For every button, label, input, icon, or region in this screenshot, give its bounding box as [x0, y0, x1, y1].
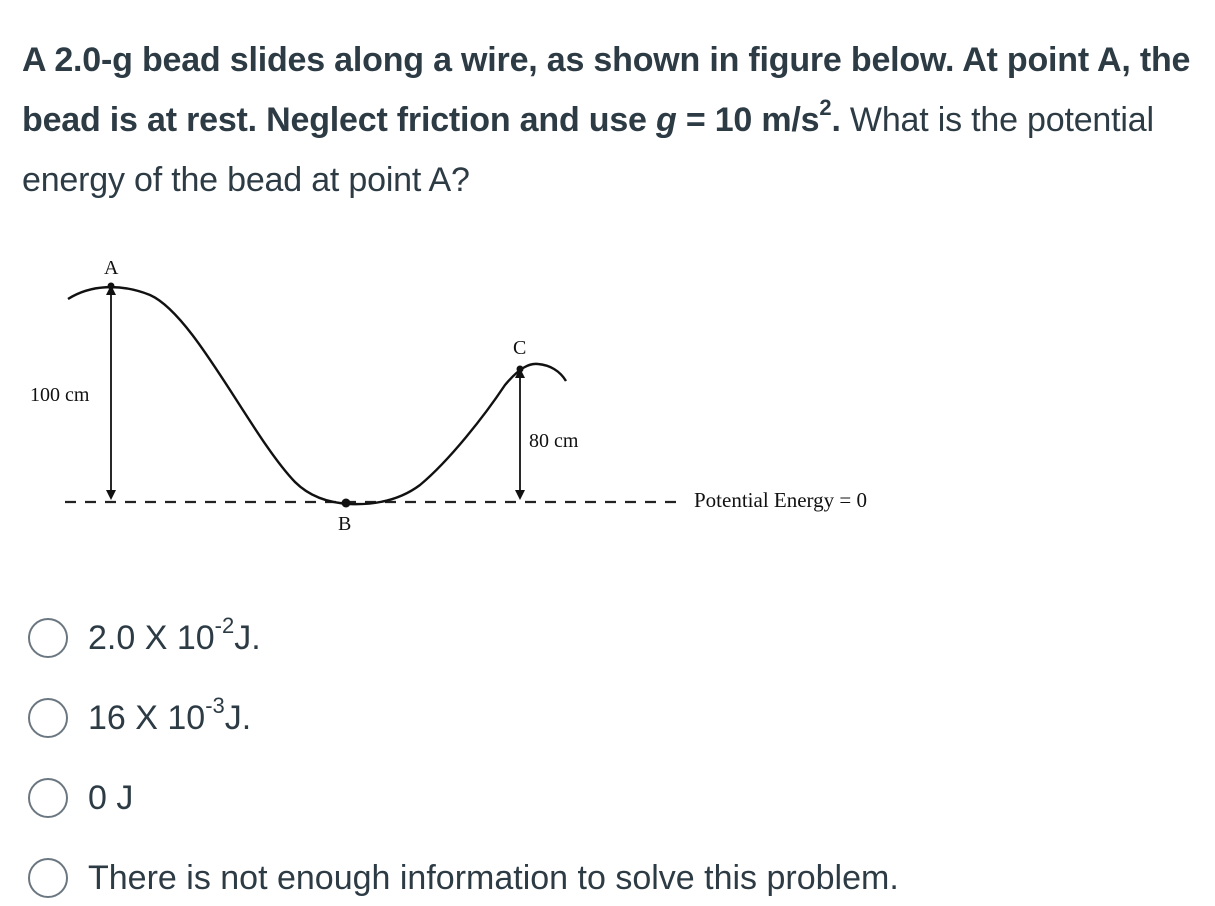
point-c-dot: [517, 366, 524, 373]
question-normal-part: What is the potential energy of the bead at point A?: [22, 101, 1154, 199]
answer-label: There is not enough information to solve this problem.: [88, 858, 899, 897]
g-symbol: g: [656, 101, 677, 139]
answer-option-4[interactable]: [28, 850, 899, 906]
question-bold-end: .: [831, 101, 841, 139]
answer-label: 2.0 X $10^{-2}J$.: [88, 612, 261, 657]
g-exponent: 2: [819, 95, 832, 120]
wire-curve: [68, 287, 566, 504]
answer-label: 16 X $10^{-3}J$.: [88, 692, 252, 737]
radio-button[interactable]: [28, 778, 68, 818]
answer-option-1[interactable]: [28, 610, 261, 666]
radio-button[interactable]: [28, 618, 68, 658]
bead-b: [342, 499, 351, 508]
g-value: = 10 m/s: [676, 101, 820, 139]
reference-label: Potential Energy = 0: [694, 488, 868, 512]
question-bold-part: A 2.0-g bead slides along a wire, as shown in figure below. At point A, the bead is at rest. Neglect friction and use: [22, 41, 1191, 139]
radio-button[interactable]: [28, 698, 68, 738]
answer-option-2[interactable]: [28, 690, 251, 746]
answer-option-3[interactable]: [28, 770, 133, 826]
radio-button[interactable]: [28, 858, 68, 898]
arrowhead-a-bottom: [106, 490, 116, 500]
height-label-c: 80 cm: [529, 430, 579, 452]
height-label-a: 100 cm: [30, 384, 90, 406]
label-a: A: [104, 257, 119, 279]
answer-label: 0 J: [88, 778, 134, 817]
question-text: [22, 30, 1212, 210]
label-b: B: [338, 513, 352, 535]
bead-wire-figure: [20, 245, 920, 545]
point-a-dot: [108, 283, 115, 290]
label-c: C: [513, 337, 527, 359]
arrowhead-c-bottom: [515, 490, 525, 500]
